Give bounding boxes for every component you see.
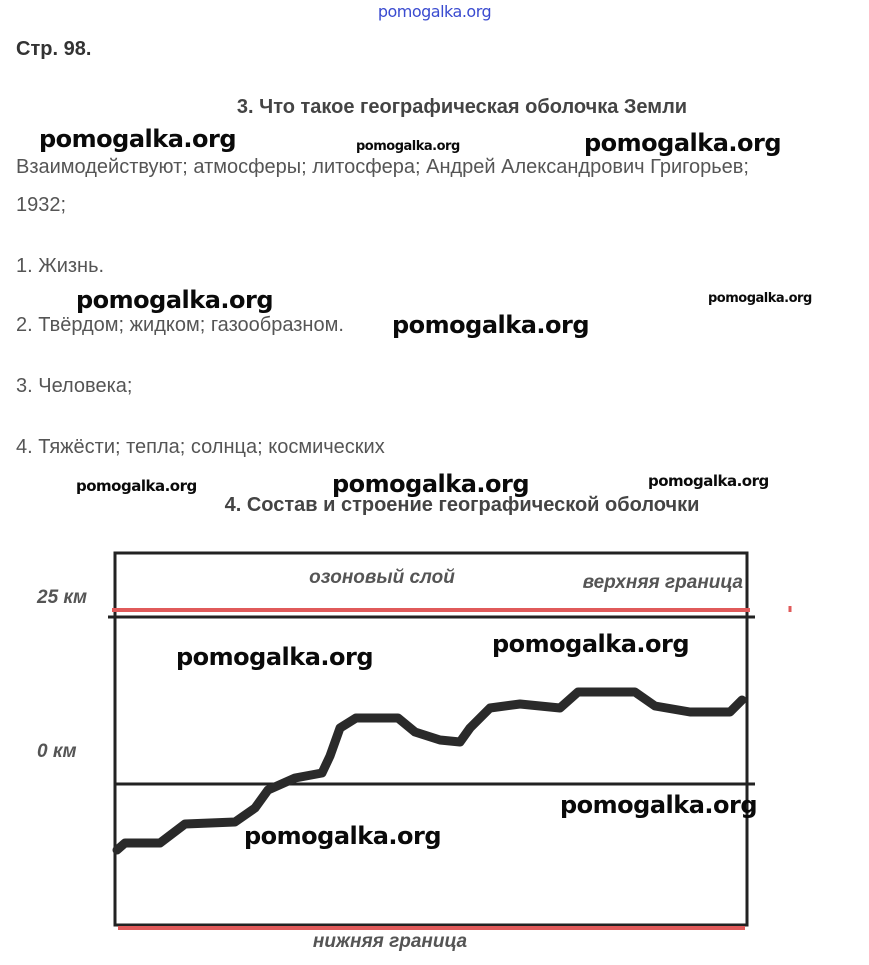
watermark: pomogalka.org <box>76 477 197 495</box>
watermark: pomogalka.org <box>560 791 758 819</box>
watermark: pomogalka.org <box>584 129 782 157</box>
watermark: pomogalka.org <box>708 291 812 306</box>
watermark: pomogalka.org <box>176 643 374 671</box>
watermark: pomogalka.org <box>244 822 442 850</box>
watermark: pomogalka.org <box>39 125 237 153</box>
answer-line-1: Взаимодействуют; атмосферы; литосфера; Андрей Александрович Григорьев; <box>16 156 749 178</box>
page-label: Стр. 98. <box>16 38 92 60</box>
list-item-4: 4. Тяжёсти; тепла; солнца; космических <box>16 436 385 458</box>
list-item-1: 1. Жизнь. <box>16 255 105 277</box>
watermark: pomogalka.org <box>648 472 769 490</box>
site-link[interactable]: pomogalka.org <box>377 2 492 21</box>
answer-line-2: 1932; <box>16 194 67 216</box>
list-item-3: 3. Человека; <box>16 375 133 397</box>
watermark: pomogalka.org <box>356 139 460 154</box>
watermark: pomogalka.org <box>492 630 690 658</box>
section-3-title: 3. Что такое географическая оболочка Земли <box>236 96 688 118</box>
watermark: pomogalka.org <box>392 311 590 339</box>
watermark: pomogalka.org <box>76 286 274 314</box>
watermark: pomogalka.org <box>332 470 530 498</box>
upper-boundary-label: верхняя граница <box>582 572 743 593</box>
altitude-0-label: 0 км <box>37 741 77 762</box>
section-4-title: 4. Состав и строение географической оболочки <box>224 494 700 516</box>
list-item-2: 2. Твёрдом; жидком; газообразном. <box>16 314 344 336</box>
lower-boundary-label: нижняя граница <box>312 931 468 952</box>
altitude-25-label: 25 км <box>37 587 88 608</box>
ozone-layer-label: озоновый слой <box>309 567 455 588</box>
